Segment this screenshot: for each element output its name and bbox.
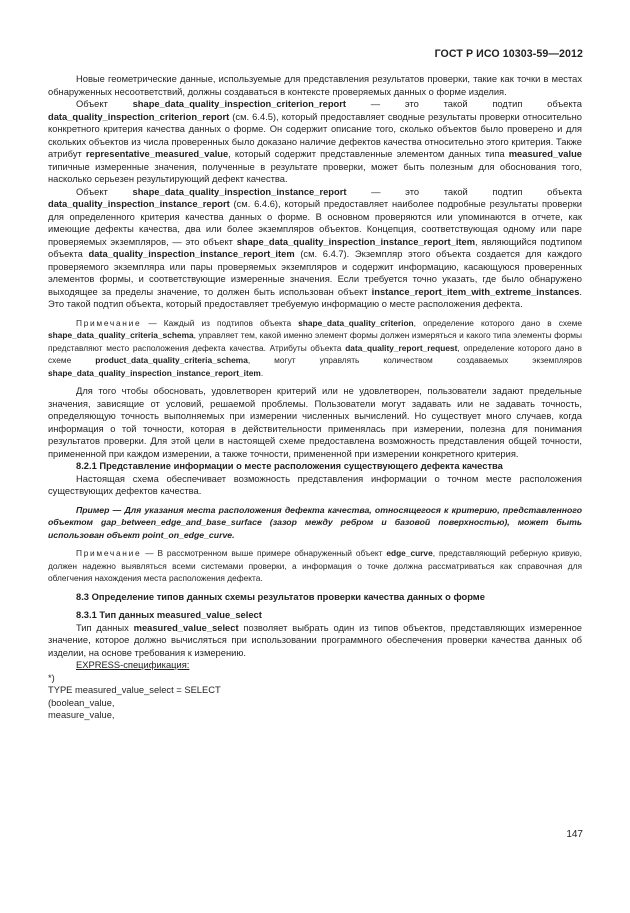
- document-header: ГОСТ Р ИСО 10303-59—2012: [434, 48, 583, 60]
- code-line: (boolean_value,: [48, 697, 115, 708]
- page-body: [48, 73, 582, 722]
- attribute-name: representative_measured_value: [85, 149, 229, 159]
- section-heading-8-3-1: 8.3.1 Тип данных measured_value_select: [76, 610, 262, 620]
- paragraph-criterion-report: Объект shape_data_quality_inspection_criterion_report — это такой подтип объекта data_quality_inspection_criterion_report (см. 6.4.5), который предоставляет сводные результаты проверки относительно конкретного критерия качества данных о форме. Он содержит описание того, сколько объектов было проверено и для скольких объектов из числа проверенных было доказано наличие дефектов качества относительно этого критерия. Также атрибут representative_measured_value, который содержит представленные элементом данных типа measured_value типичные измеренные значения, полученные в результате проверки, может быть полезным для обоснования того, насколько серьезен результирующий дефект качества.: [48, 99, 582, 184]
- section-heading-8-2-1: 8.2.1 Представление информации о месте расположения существующего дефекта качества: [76, 461, 503, 471]
- note-label: Примечание: [76, 548, 142, 558]
- note-criterion-subtypes: Примечание — Каждый из подтипов объекта shape_data_quality_criterion, определение которого дано в схеме shape_data_quality_criteria_schema, управляет тем, какой именно элемент формы должен измеряться и какого типа элементы формы представляют место расположения дефекта качества. Атрибуты объекта data_quality_report_request, определение которого дано в схеме product_data_quality_criteria_schema, могут управлять количеством создаваемых экземпляров shape_data_quality_inspection_instance_report_item.: [48, 317, 583, 378]
- paragraph-instance-report: Объект shape_data_quality_inspection_instance_report — это такой подтип объекта data_quality_inspection_instance_report (см. 6.4.6), который предоставляет наиболее подробные результаты проверки для определенного критерия качества данных о форме. В основном проверяются или упоминаются в отчете, как имеющие дефекты качества, два или более экземпляров объектов. Концепция, соответствующая одному или паре проверяемых экземпляров, — это объект shape_data_quality_inspection_instance_report_item, являющийся подтипом объекта data_quality_inspection_instance_report_item (см. 6.4.7). Экземпляр этого объекта создается для каждого проверяемого экземпляра или пары проверяемых экземпляров и содержит информацию, касающуюся проверенных элементов формы, и соответствующие измеренные значения. Если требуется точно указать, где было обнаружено выходящее за пределы значение, то должен быть использован объект instance_report_item_with_extreme_instances. Это такой подтип объекта, который предоставляет требуемую информацию о месте расположения дефекта.: [48, 186, 582, 309]
- note-edge-curve: Примечание — В рассмотренном выше примере обнаруженный объект edge_curve, представляющий реберную кривую, должен надежно выявляться всеми системами проверки, а информация о точке должна рассматриваться как справочная для облегчения нахождения места расположения дефекта.: [48, 548, 582, 583]
- express-label: EXPRESS-спецификация:: [76, 660, 190, 670]
- entity-name: data_quality_inspection_criterion_report: [48, 111, 230, 122]
- paragraph-accuracy: Для того чтобы обосновать, удовлетворен критерий или не удовлетворен, пользователи задают предельные значения, зависящие от условий, решаемой проблемы. Пользователи могут задавать или не задавать точность, определяющую точность выполняемых при измерении численных вычислений. Но существует много случаев, когда информация о той точности, которая в действительности применялась при измерении, полезна для понимания результатов проверки. Для этой цели в настоящей схеме предоставлена возможность представления общей точности, примененной при каждом измерении, а также точности, примененной при измерении конкретного критерия.: [48, 386, 582, 459]
- entity-name: shape_data_quality_inspection_instance_report_item: [236, 236, 476, 247]
- paragraph-measured-value-select: Тип данных measured_value_select позволяет выбрать один из типов объектов, представляющих измеренное значение, которое должно вычисляться при использовании программного обеспечения проверки качества данных об изделии, на основе требования к измерению.: [48, 622, 582, 658]
- section-heading-8-3: 8.3 Определение типов данных схемы результатов проверки качества данных о форме: [76, 591, 485, 602]
- code-line: *): [48, 672, 55, 683]
- entity-name: instance_report_item_with_extreme_instances: [371, 286, 580, 297]
- code-line: measure_value,: [48, 710, 115, 720]
- entity-name: data_quality_inspection_instance_report_item: [88, 249, 295, 259]
- type-name: measured_value: [508, 149, 582, 159]
- page-number: 147: [566, 829, 583, 840]
- example-block: Пример — Для указания места расположения дефекта качества, относящегося к критерию, представленного объектом gap_between_edge_and_base_surface (зазор между ребром и базовой поверхностью), может быть использован объект point_on_edge_curve.: [48, 504, 582, 540]
- paragraph-location: Настоящая схема обеспечивает возможность представления информации о точном месте расположения существующих дефектов качества.: [48, 473, 582, 496]
- code-line: TYPE measured_value_select = SELECT: [48, 685, 221, 695]
- entity-name: data_quality_inspection_instance_report: [48, 199, 230, 209]
- entity-name: shape_data_quality_inspection_instance_report: [132, 186, 347, 197]
- note-label: Примечание: [76, 317, 142, 328]
- entity-name: shape_data_quality_inspection_criterion_report: [132, 99, 347, 109]
- paragraph-intro: Новые геометрические данные, используемые для представления результатов проверки, такие как точки в местах обнаруженных несоответствий, должны создаваться в контексте проверяемых данных о форме изделия.: [48, 74, 582, 97]
